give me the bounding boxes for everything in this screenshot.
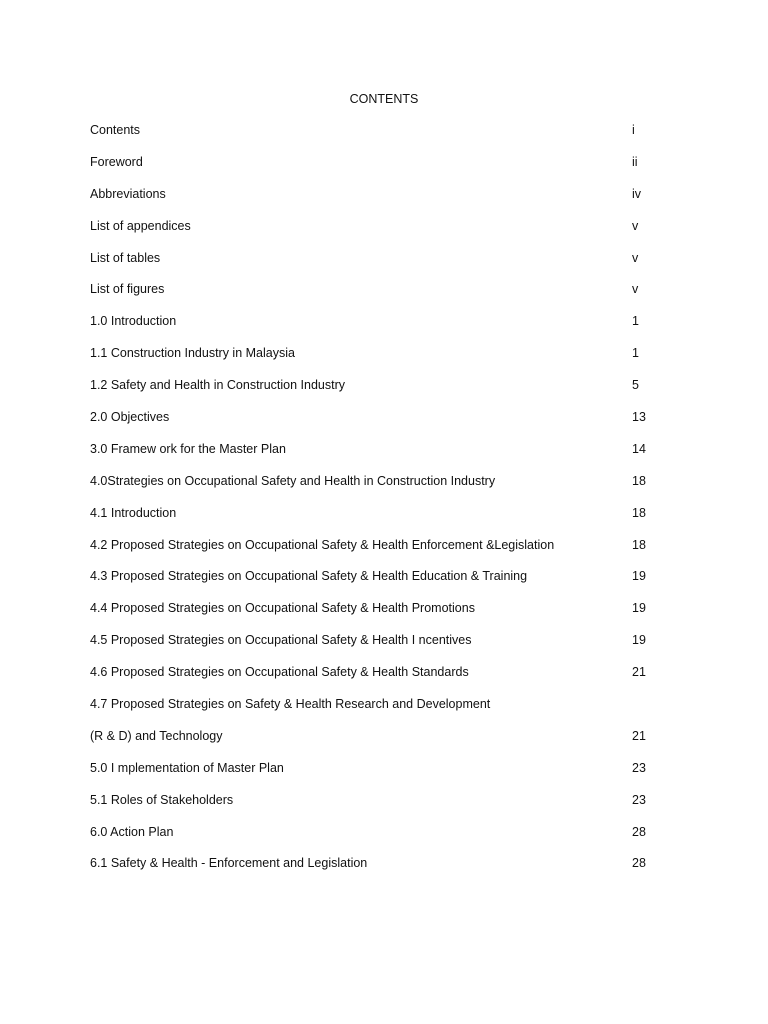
toc-entry-page: 14 (632, 441, 646, 456)
toc-entry (90, 471, 670, 503)
toc-entry (90, 853, 670, 885)
toc-entry-title: 4.3 Proposed Strategies on Occupational Safety & Health Education & Training (90, 569, 528, 584)
toc-entry-page: 19 (632, 569, 646, 584)
toc-entry-page: 19 (632, 601, 646, 616)
toc-entry-title: 1.0 Introduction (90, 314, 177, 329)
toc-entry-title: 4.7 Proposed Strategies on Safety & Health Research and Development (90, 697, 491, 712)
toc-entry (90, 120, 670, 152)
toc-entry (90, 822, 670, 854)
toc-entry-title: 5.0 I mplementation of Master Plan (90, 760, 284, 775)
toc-entry-title: 4.2 Proposed Strategies on Occupational Safety & Health Enforcement &Legislation (90, 537, 555, 552)
toc-entry (90, 407, 670, 439)
toc-entry (90, 566, 670, 598)
toc-entry-title: 6.0 Action Plan (90, 824, 174, 839)
toc-entry-title: List of tables (90, 250, 161, 265)
toc-entry-page: 18 (632, 505, 646, 520)
toc-entry (90, 790, 670, 822)
toc-entry (90, 279, 670, 311)
toc-entry (90, 152, 670, 184)
toc-entry-page: 18 (632, 473, 646, 488)
toc-entry-title: 4.6 Proposed Strategies on Occupational Safety & Health Standards (90, 665, 469, 680)
toc-entry (90, 216, 670, 248)
toc-entry (90, 184, 670, 216)
toc-entry-page: ii (632, 154, 638, 169)
toc-entry-page: 18 (632, 537, 646, 552)
toc-entry-title: Foreword (90, 154, 143, 169)
toc-entry-title: 2.0 Objectives (90, 410, 170, 425)
toc-entry-page: 13 (632, 410, 646, 425)
toc-entry (90, 694, 670, 726)
toc-entry-title: 4.4 Proposed Strategies on Occupational Safety & Health Promotions (90, 601, 475, 616)
toc-entry-title: 4.5 Proposed Strategies on Occupational Safety & Health I ncentives (90, 633, 472, 648)
toc-entry (90, 248, 670, 280)
toc-entry (90, 439, 670, 471)
toc-entry-title: 3.0 Framew ork for the Master Plan (90, 441, 286, 456)
toc-entry-title: (R & D) and Technology (90, 728, 223, 743)
toc-entry (90, 343, 670, 375)
toc-entry-title: List of appendices (90, 218, 191, 233)
toc-entry (90, 662, 670, 694)
toc-entry-title: 4.1 Introduction (90, 505, 177, 520)
toc-entry-page: 23 (632, 760, 646, 775)
toc-entry-page: 5 (632, 378, 639, 393)
toc-entry (90, 726, 670, 758)
contents-heading: CONTENTS (349, 92, 419, 106)
toc-entry (90, 535, 670, 567)
toc-entry-page: v (632, 282, 639, 297)
toc-entry-page: 23 (632, 792, 646, 807)
toc-entry-title: 4.0Strategies on Occupational Safety and Health in Construction Industry (90, 473, 496, 488)
toc-entry-page: v (632, 218, 639, 233)
toc-entry (90, 311, 670, 343)
toc-entry (90, 503, 670, 535)
toc-entry-page: v (632, 250, 639, 265)
toc-entry (90, 630, 670, 662)
toc-entry-page: iv (632, 186, 642, 201)
toc-entry-page: 21 (632, 665, 646, 680)
toc-entry-page: 19 (632, 633, 646, 648)
toc-entry-title: Abbreviations (90, 186, 166, 201)
toc-entry-page: 1 (632, 314, 639, 329)
toc-entry-page: 28 (632, 824, 646, 839)
toc-entry-title: 5.1 Roles of Stakeholders (90, 792, 234, 807)
toc-entry (90, 598, 670, 630)
toc-entry-page: 21 (632, 728, 646, 743)
toc-entry-title: 1.2 Safety and Health in Construction Industry (90, 378, 346, 393)
toc-entry-title: 1.1 Construction Industry in Malaysia (90, 346, 295, 361)
toc-entry-page: 28 (632, 856, 646, 871)
toc-entry-title: List of figures (90, 282, 165, 297)
toc-entry-page: i (632, 123, 635, 137)
toc-list (90, 120, 670, 885)
toc-entry-title: Contents (90, 123, 141, 137)
toc-entry-title: 6.1 Safety & Health - Enforcement and Legislation (90, 856, 368, 871)
toc-entry (90, 375, 670, 407)
toc-entry (90, 758, 670, 790)
toc-entry-page: 1 (632, 346, 639, 361)
